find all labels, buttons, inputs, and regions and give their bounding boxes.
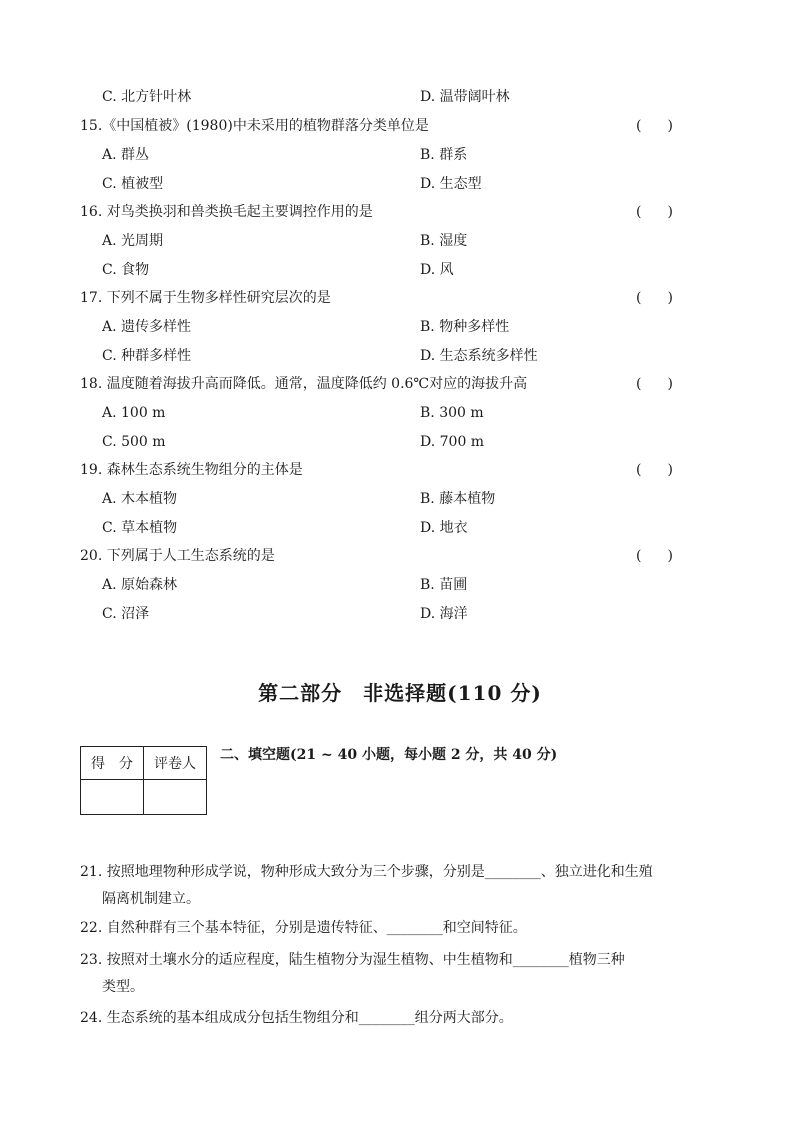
q15-option-c: C. 植被型 [102, 176, 164, 192]
q16-option-d: D. 风 [420, 262, 454, 278]
q17-text: 17. 下列不属于生物多样性研究层次的是 [80, 290, 331, 306]
q16-answer-bracket: ( ) [636, 204, 673, 220]
part-two-heading: 二、填空题(21 ~ 40 小题，每小题 2 分，共 40 分) [220, 747, 558, 763]
q14-option-c: C. 北方针叶林 [102, 89, 192, 105]
grader-cell[interactable] [144, 780, 207, 815]
q15-option-d: D. 生态型 [420, 176, 482, 192]
q15-answer-bracket: ( ) [636, 118, 673, 134]
q19-answer-bracket: ( ) [636, 462, 673, 478]
q22-text: 22. 自然种群有三个基本特征，分别是遗传特征、________和空间特征。 [80, 920, 527, 936]
q15-text: 15.《中国植被》(1980)中未采用的植物群落分类单位是 [80, 118, 429, 134]
score-header: 得 分 [81, 747, 144, 780]
q17-answer-bracket: ( ) [636, 290, 673, 306]
q14-option-d: D. 温带阔叶林 [420, 89, 510, 105]
q19-option-d: D. 地衣 [420, 520, 468, 536]
q16-option-a: A. 光周期 [102, 233, 164, 249]
q16-option-b: B. 湿度 [420, 233, 468, 249]
q17-option-a: A. 遗传多样性 [102, 319, 192, 335]
q16-text: 16. 对鸟类换羽和兽类换毛起主要调控作用的是 [80, 204, 373, 220]
score-cell[interactable] [81, 780, 144, 815]
q20-option-b: B. 苗圃 [420, 577, 468, 593]
q23-text: 23. 按照对土壤水分的适应程度，陆生植物分为湿生植物、中生植物和________植物三种 [80, 952, 625, 968]
q19-option-a: A. 木本植物 [102, 491, 178, 507]
q18-option-d: D. 700 m [420, 434, 485, 450]
q19-text: 19. 森林生态系统生物组分的主体是 [80, 462, 303, 478]
q17-option-b: B. 物种多样性 [420, 319, 510, 335]
q17-option-c: C. 种群多样性 [102, 348, 192, 364]
q18-option-c: C. 500 m [102, 434, 166, 450]
q21-text: 21. 按照地理物种形成学说，物种形成大致分为三个步骤，分别是________、独立进化和生殖 [80, 864, 653, 880]
q18-text: 18. 温度随着海拔升高而降低。通常，温度降低约 0.6℃对应的海拔升高 [80, 376, 528, 392]
q20-option-d: D. 海洋 [420, 606, 468, 622]
q19-option-c: C. 草本植物 [102, 520, 178, 536]
q20-option-c: C. 沼泽 [102, 606, 150, 622]
q20-answer-bracket: ( ) [636, 548, 673, 564]
q24-text: 24. 生态系统的基本组成成分包括生物组分和________组分两大部分。 [80, 1010, 513, 1026]
q21-text-cont: 隔离机制建立。 [102, 891, 200, 907]
q20-option-a: A. 原始森林 [102, 577, 178, 593]
q15-option-b: B. 群系 [420, 147, 468, 163]
q19-option-b: B. 藤本植物 [420, 491, 496, 507]
q15-option-a: A. 群丛 [102, 147, 150, 163]
q18-option-b: B. 300 m [420, 405, 484, 421]
grader-header: 评卷人 [144, 747, 207, 780]
q23-text-cont: 类型。 [102, 979, 144, 995]
q18-answer-bracket: ( ) [636, 376, 673, 392]
q17-option-d: D. 生态系统多样性 [420, 348, 538, 364]
q16-option-c: C. 食物 [102, 262, 150, 278]
score-table [80, 746, 207, 815]
q18-option-a: A. 100 m [102, 405, 166, 421]
section-title: 第二部分 非选择题(110 分) [258, 681, 542, 705]
q20-text: 20. 下列属于人工生态系统的是 [80, 548, 275, 564]
